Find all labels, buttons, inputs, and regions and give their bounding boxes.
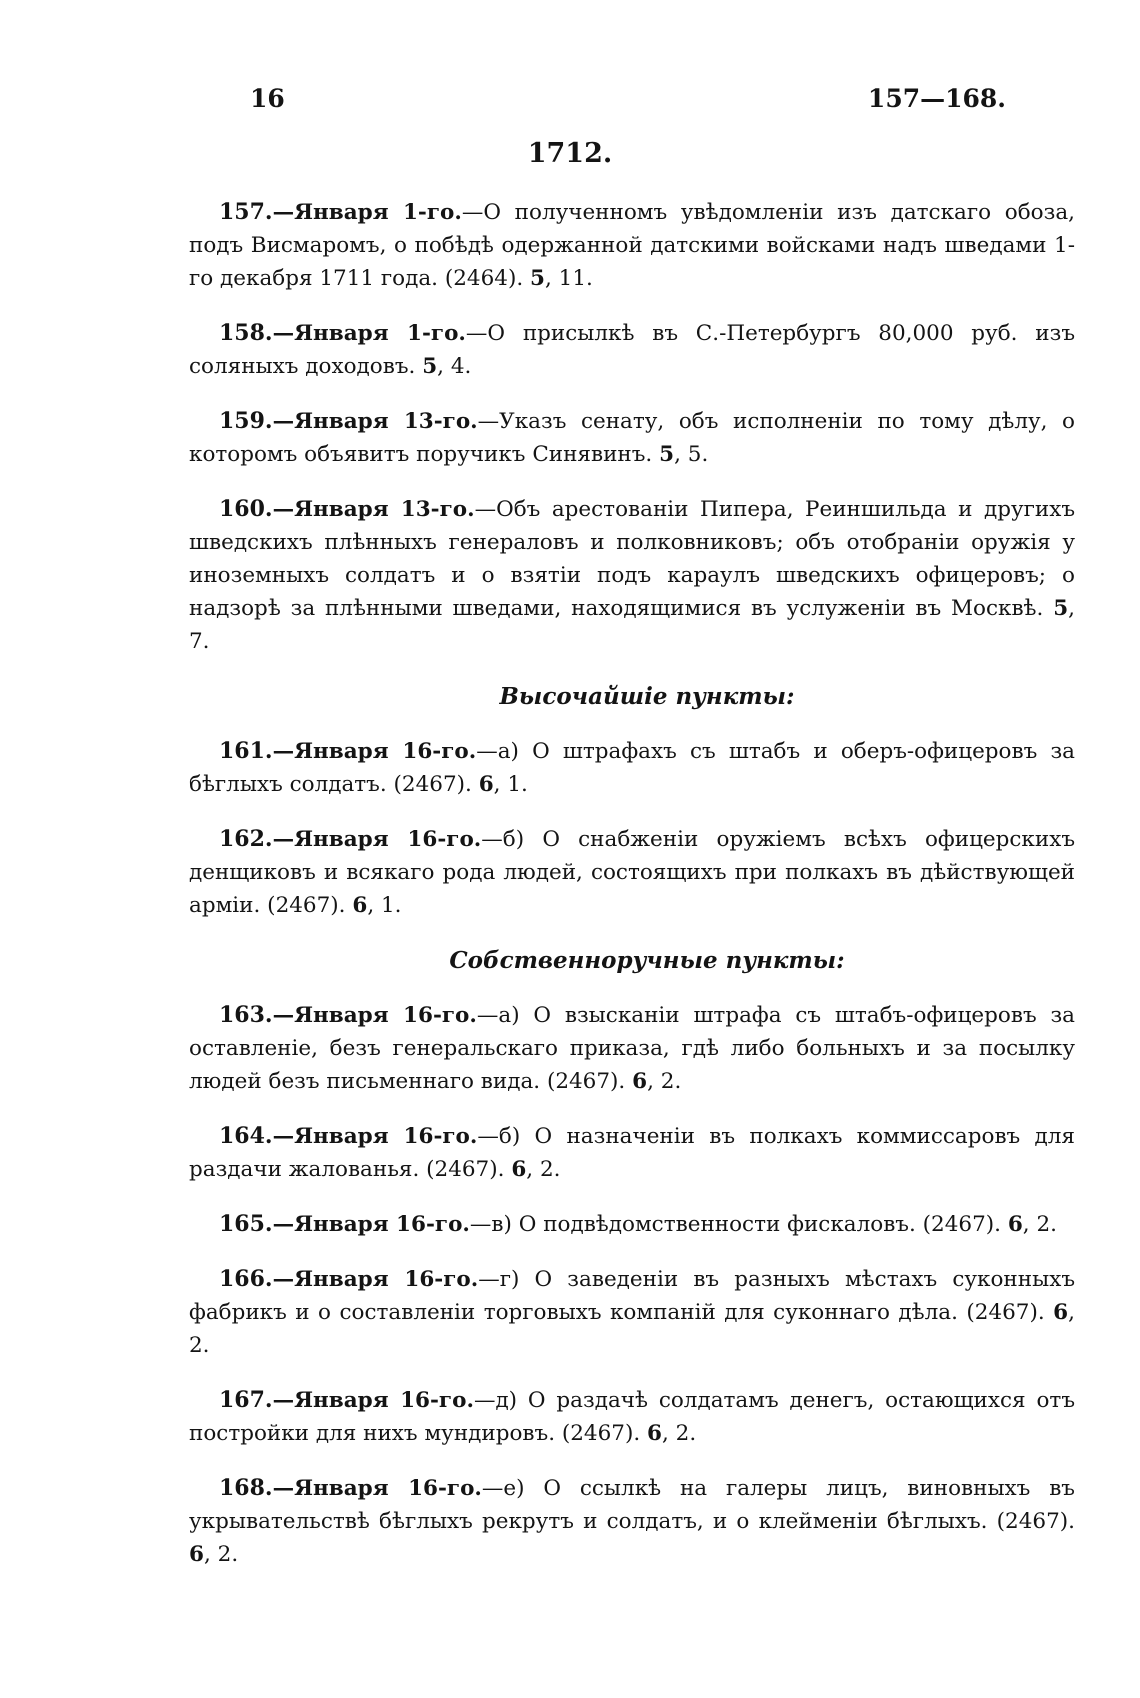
entry: 162.—Января 16-го.—б) О снабженіи оружіемъ всѣхъ офицерскихъ денщиковъ и всякаго рода людей, состоящихъ при полкахъ въ дѣйствующей арміи. (2467). 6, 1. [189, 826, 1075, 918]
entry-range: 157—168. [867, 84, 1006, 113]
entry: 161.—Января 16-го.—а) О штрафахъ съ штабъ и оберъ-офицеровъ за бѣглыхъ солдатъ. (2467). 6, 1. [189, 738, 1075, 797]
entry: 157.—Января 1-го.—О полученномъ увѣдомленіи изъ датскаго обоза, подъ Висмаромъ, о побѣдѣ одержанной датскими войсками надъ шведами 1-го декабря 1711 года. (2464). 5, 11. [189, 199, 1075, 291]
entry: 166.—Января 16-го.—г) О заведеніи въ разныхъ мѣстахъ суконныхъ фабрикъ и о составленіи торговыхъ компаній для суконнаго дѣла. (2467). 6, 2. [189, 1266, 1076, 1358]
entry: 164.—Января 16-го.—б) О назначеніи въ полкахъ коммиссаровъ для раздачи жалованья. (2467). 6, 2. [189, 1123, 1075, 1182]
entry: 158.—Января 1-го.—О присылкѣ въ С.-Петербургъ 80,000 руб. изъ соляныхъ доходовъ. 5, 4. [189, 320, 1075, 379]
section-heading-visochaishie: Высочайшіе пункты: [499, 683, 795, 710]
entry: 168.—Января 16-го.—е) О ссылкѣ на галеры лицъ, виновныхъ въ укрывательствѣ бѣглыхъ рекрутъ и солдатъ, и о клейменіи бѣглыхъ. (2467). 6, 2. [189, 1475, 1075, 1567]
entry: 159.—Января 13-го.—Указъ сенату, объ исполненіи по тому дѣлу, о которомъ объявитъ поручикъ Синявинъ. 5, 5. [189, 408, 1075, 467]
year-heading: 1712. [527, 138, 613, 169]
page-number: 16 [250, 84, 285, 113]
entry: 160.—Января 13-го.—Объ арестованіи Пипера, Реиншильда и другихъ шведскихъ плѣнныхъ генераловъ и полковниковъ; объ отобраніи оружія у иноземныхъ солдатъ и о взятіи подъ караулъ шведскихъ офицеровъ; о надзорѣ за плѣнными шведами, находящимися въ услуженіи въ Москвѣ. 5, 7. [189, 496, 1076, 654]
entries-list [189, 196, 1075, 1593]
section-heading-sobstvennoruchnye: Собственноручные пункты: [449, 947, 845, 974]
entry: 165.—Января 16-го.—в) О подвѣдомственности фискаловъ. (2467). 6, 2. [219, 1211, 1057, 1237]
entry: 167.—Января 16-го.—д) О раздачѣ солдатамъ денегъ, остающихся отъ постройки для нихъ мундировъ. (2467). 6, 2. [189, 1387, 1076, 1446]
page-header [250, 84, 1010, 124]
entry: 163.—Января 16-го.—а) О взысканіи штрафа съ штабъ-офицеровъ за оставленіе, безъ генеральскаго приказа, гдѣ либо больныхъ и за посылку людей безъ письменнаго вида. (2467). 6, 2. [189, 1002, 1076, 1094]
